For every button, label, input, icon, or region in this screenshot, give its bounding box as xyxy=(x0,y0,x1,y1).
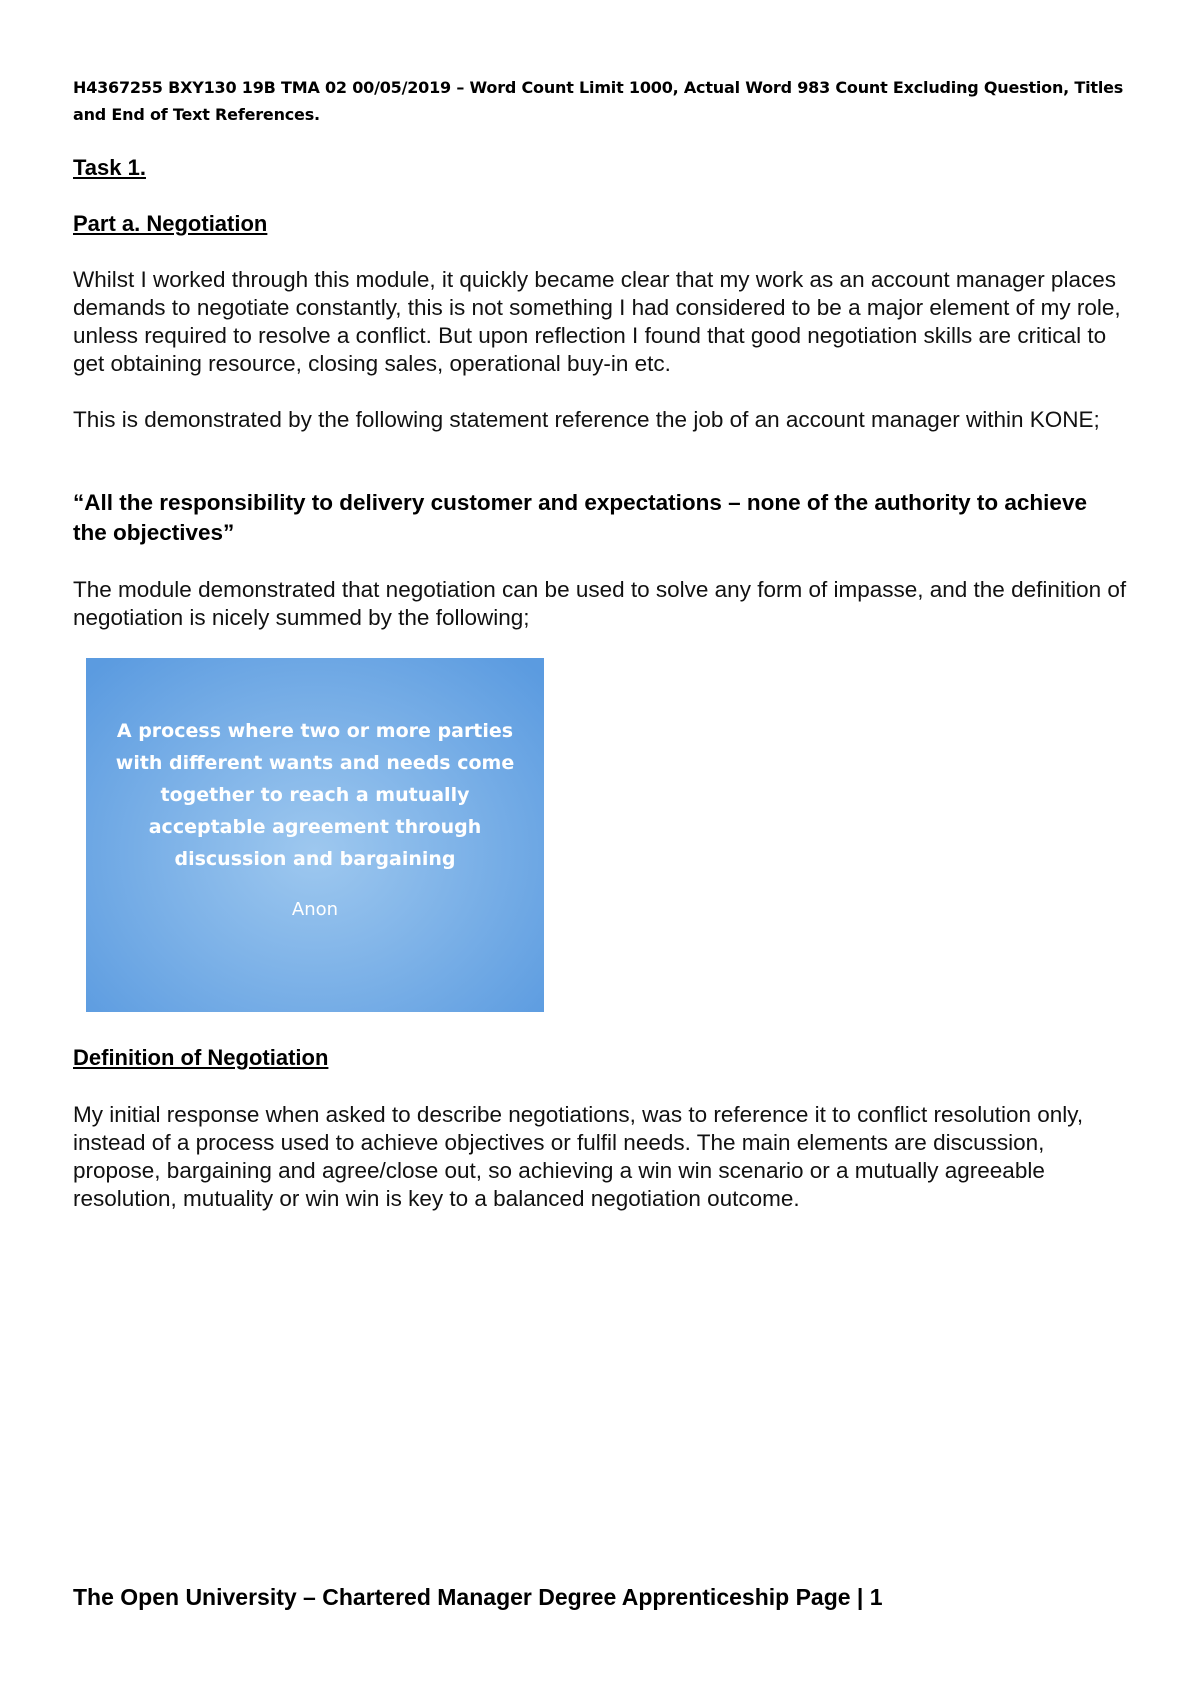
definition-quote-author: Anon xyxy=(291,899,339,920)
page-footer: The Open University – Chartered Manager Degree Apprenticeship Page | 1 xyxy=(73,1584,883,1610)
document-header: H4367255 BXY130 19B TMA 02 00/05/2019 – Word Count Limit 1000, Actual Word 983 Count Excluding Question, Titles and End of Text References. xyxy=(73,78,1124,124)
kone-quote: “All the responsibility to delivery customer and expectations – none of the authority to achieve the objectives” xyxy=(73,490,1087,545)
negotiation-definition-image xyxy=(86,658,544,1012)
part-heading: Part a. Negotiation xyxy=(73,211,268,236)
definition-heading: Definition of Negotiation xyxy=(73,1045,329,1070)
response-paragraph: My initial response when asked to describe negotiations, was to reference it to conflict resolution only, instead of a process used to achieve objectives or fulfil needs. The main elements are discussion, propose, bargaining and agree/close out, so achieving a win win scenario or a mutually agreeable resolution, mutuality or win win is key to a balanced negotiation outcome. xyxy=(73,1102,1084,1211)
demonstrated-paragraph: This is demonstrated by the following statement reference the job of an account manager within KONE; xyxy=(73,407,1100,432)
definition-quote-text: A process where two or more parties with different wants and needs come together to reach a mutually acceptable agreement through discussion and bargaining xyxy=(115,720,515,870)
task-heading: Task 1. xyxy=(73,155,146,180)
module-paragraph: The module demonstrated that negotiation can be used to solve any form of impasse, and the definition of negotiation is nicely summed by the following; xyxy=(73,577,1127,630)
intro-paragraph: Whilst I worked through this module, it quickly became clear that my work as an account manager places demands to negotiate constantly, this is not something I had considered to be a major element of my role, unless required to resolve a conflict. But upon reflection I found that good negotiation skills are critical to get obtaining resource, closing sales, operational buy-in etc. xyxy=(73,267,1121,376)
